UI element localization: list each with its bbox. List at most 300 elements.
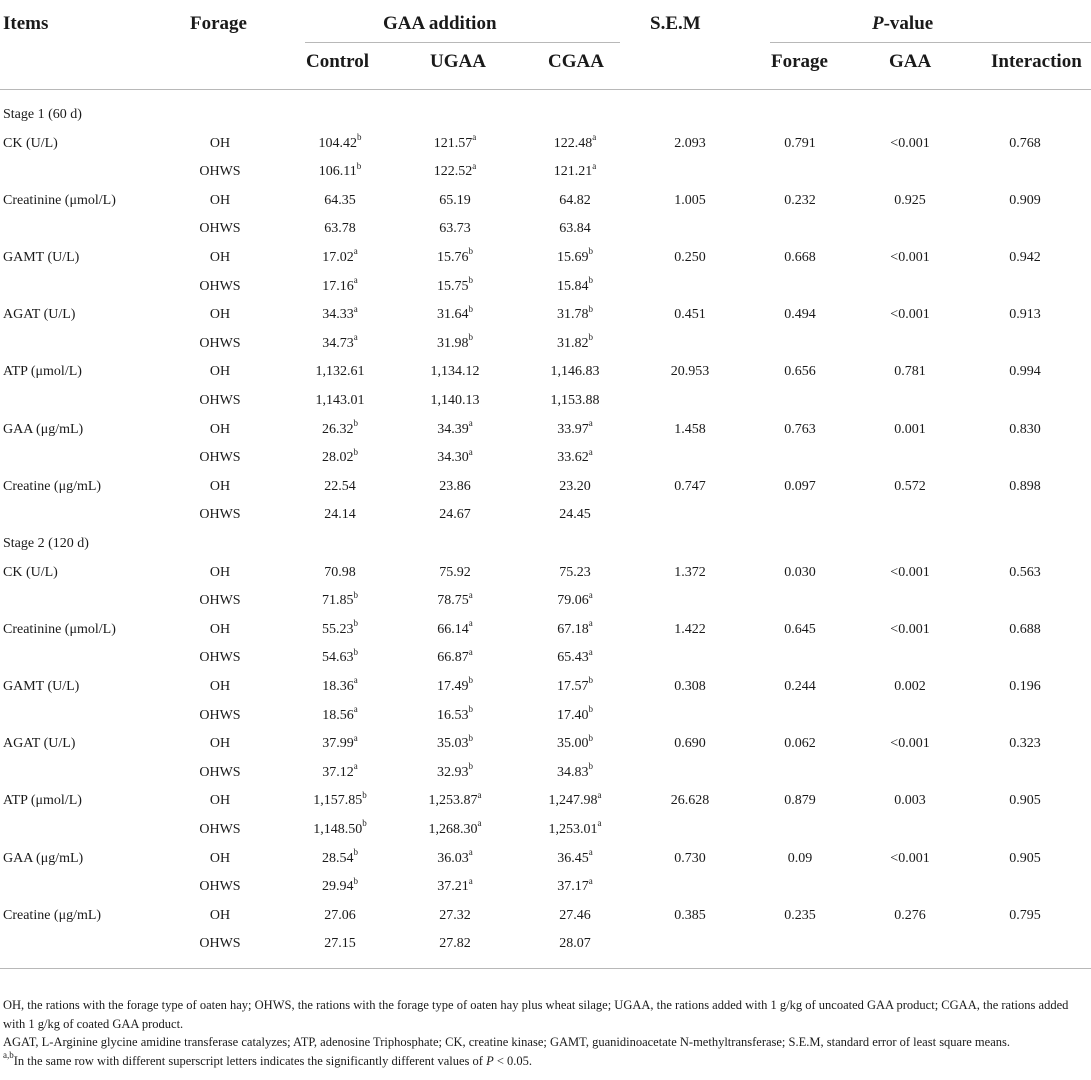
cell-p-interaction-value: 0.905 bbox=[1009, 850, 1041, 866]
cell-item bbox=[3, 479, 203, 495]
cell-sem-value: 0.747 bbox=[674, 478, 706, 494]
significance-letter: a bbox=[588, 417, 593, 428]
cell-p-forage-value: 0.235 bbox=[784, 907, 816, 923]
cell-forage bbox=[185, 936, 255, 952]
cell-control-value: 1,157.85 bbox=[313, 793, 363, 809]
cell-forage-value: OH bbox=[209, 621, 231, 637]
footnote-abbrev-1: OH, the rations with the forage type of oaten hay; OHWS, the rations with the forage type of oaten hay plus wheat silage; UGAA, the rations added with 1 g/kg of uncoated GAA product; CGAA, the rations added with 1 g/kg of coated GAA product. bbox=[3, 998, 1069, 1031]
cell-ugaa-value: 37.21 bbox=[437, 879, 469, 895]
significance-letter: a bbox=[588, 589, 593, 600]
cell-forage bbox=[185, 736, 255, 752]
header-p-forage: Forage bbox=[771, 51, 828, 72]
cell-cgaa-value: 23.20 bbox=[559, 478, 591, 494]
cell-p-gaa bbox=[870, 422, 950, 438]
p-value-rule bbox=[770, 42, 1091, 43]
cell-p-interaction bbox=[985, 908, 1065, 924]
cell-sem bbox=[650, 422, 730, 438]
cell-p-interaction-value: 0.913 bbox=[1009, 307, 1041, 323]
header-sem: S.E.M bbox=[650, 13, 701, 34]
significance-letter: a bbox=[592, 131, 597, 142]
cell-item-value: ATP (μmol/L) bbox=[3, 364, 82, 380]
cell-control-value: 1,132.61 bbox=[315, 364, 365, 380]
cell-p-interaction bbox=[985, 793, 1065, 809]
cell-ugaa bbox=[410, 193, 500, 209]
cell-cgaa bbox=[530, 818, 620, 838]
cell-p-gaa bbox=[870, 679, 950, 695]
cell-control-value: 1,143.01 bbox=[315, 393, 365, 408]
table-row bbox=[0, 246, 1091, 278]
cell-forage-value: OH bbox=[209, 364, 231, 380]
cell-control bbox=[295, 364, 385, 380]
cell-sem bbox=[650, 193, 730, 209]
header-p-interaction: Interaction bbox=[991, 51, 1082, 72]
table-row bbox=[0, 818, 1091, 850]
cell-forage-value: OH bbox=[209, 736, 231, 752]
cell-p-interaction-value: 0.942 bbox=[1009, 250, 1041, 265]
cell-forage-value: OH bbox=[209, 250, 231, 265]
cell-cgaa-value: 79.06 bbox=[557, 593, 589, 609]
table-row bbox=[0, 417, 1091, 450]
cell-forage-value: OHWS bbox=[199, 450, 241, 466]
cell-sem-value: 1.422 bbox=[674, 621, 706, 637]
cell-p-forage-value: 0.763 bbox=[784, 421, 816, 437]
cell-cgaa-value: 63.84 bbox=[559, 221, 591, 237]
cell-p-forage bbox=[760, 136, 840, 152]
cell-sem-value: 0.308 bbox=[674, 679, 706, 694]
cell-item-value: CK (U/L) bbox=[3, 564, 58, 580]
significance-letter: b bbox=[588, 732, 593, 743]
cell-forage-value: OH bbox=[209, 850, 231, 866]
cell-cgaa bbox=[530, 507, 620, 523]
cell-item bbox=[3, 136, 203, 152]
cell-p-forage bbox=[760, 565, 840, 581]
cell-p-interaction-value: 0.830 bbox=[1009, 421, 1041, 437]
cell-item-value: ATP (μmol/L) bbox=[3, 793, 82, 809]
table-row bbox=[0, 732, 1091, 764]
cell-ugaa bbox=[410, 618, 500, 638]
cell-p-gaa-value: 0.003 bbox=[894, 793, 926, 809]
cell-ugaa-value: 66.14 bbox=[437, 621, 469, 637]
cell-p-interaction-value: 0.688 bbox=[1009, 621, 1041, 637]
cell-forage-value: OHWS bbox=[199, 221, 241, 237]
cell-cgaa-value: 33.62 bbox=[557, 450, 589, 466]
cell-forage-value: OHWS bbox=[199, 707, 241, 723]
cell-sem-value: 1.005 bbox=[674, 192, 706, 208]
stage-row bbox=[0, 107, 1091, 135]
cell-ugaa-value: 27.32 bbox=[439, 907, 471, 923]
cell-forage bbox=[185, 221, 255, 237]
cell-sem bbox=[650, 479, 730, 495]
cell-cgaa bbox=[530, 846, 620, 867]
cell-forage bbox=[185, 679, 255, 695]
cell-sem bbox=[650, 565, 730, 581]
cell-cgaa bbox=[530, 646, 620, 666]
cell-ugaa bbox=[410, 589, 500, 609]
cell-ugaa-value: 66.87 bbox=[437, 650, 469, 666]
significance-letter: a bbox=[468, 846, 473, 857]
cell-cgaa bbox=[530, 875, 620, 895]
cell-item-value: Creatinine (μmol/L) bbox=[3, 192, 116, 208]
significance-letter: a bbox=[597, 789, 602, 800]
cell-sem bbox=[650, 622, 730, 638]
stage-label: Stage 2 (120 d) bbox=[3, 536, 89, 551]
cell-p-interaction-value: 0.768 bbox=[1009, 135, 1041, 151]
cell-p-interaction-value: 0.196 bbox=[1009, 679, 1041, 694]
significance-letter: b bbox=[353, 446, 358, 457]
significance-letter: b bbox=[353, 618, 358, 629]
significance-letter: a bbox=[472, 160, 477, 171]
significance-letter: b bbox=[353, 417, 358, 428]
cell-item bbox=[3, 679, 203, 695]
cell-item-value: GAA (μg/mL) bbox=[3, 421, 84, 437]
cell-cgaa-value: 15.84 bbox=[557, 278, 589, 294]
significance-letter: a bbox=[468, 589, 473, 600]
cell-forage bbox=[185, 250, 255, 266]
cell-ugaa-value: 63.73 bbox=[439, 221, 471, 237]
cell-p-interaction bbox=[985, 307, 1065, 323]
significance-letter: a bbox=[353, 332, 358, 343]
header-items: Items bbox=[3, 13, 49, 34]
cell-cgaa-value: 17.40 bbox=[557, 707, 589, 723]
cell-sem-value: 1.372 bbox=[674, 564, 706, 580]
footnote-significance bbox=[3, 1052, 1089, 1071]
cell-control bbox=[295, 507, 385, 523]
cell-p-gaa bbox=[870, 479, 950, 495]
cell-cgaa bbox=[530, 589, 620, 609]
cell-item-value: AGAT (U/L) bbox=[3, 736, 76, 752]
cell-ugaa-value: 122.52 bbox=[433, 164, 473, 180]
cell-control bbox=[295, 160, 385, 180]
cell-cgaa bbox=[530, 936, 620, 952]
cell-p-gaa-value: 0.002 bbox=[894, 679, 926, 694]
table-row bbox=[0, 160, 1091, 192]
table-row bbox=[0, 936, 1091, 964]
cell-p-interaction-value: 0.994 bbox=[1009, 364, 1041, 380]
cell-p-forage-value: 0.244 bbox=[784, 679, 816, 694]
cell-ugaa-value: 34.30 bbox=[437, 450, 469, 466]
cell-p-forage-value: 0.062 bbox=[784, 736, 816, 752]
cell-forage bbox=[185, 650, 255, 666]
cell-ugaa bbox=[410, 646, 500, 666]
cell-control bbox=[295, 936, 385, 952]
cell-cgaa-value: 35.00 bbox=[557, 736, 589, 752]
cell-cgaa bbox=[530, 565, 620, 581]
cell-control bbox=[295, 618, 385, 638]
significance-letter: b bbox=[468, 332, 473, 343]
cell-forage-value: OHWS bbox=[199, 879, 241, 895]
cell-sem bbox=[650, 679, 730, 695]
cell-sem-value: 0.250 bbox=[674, 250, 706, 265]
cell-control-value: 34.33 bbox=[322, 307, 354, 323]
cell-control-value: 55.23 bbox=[322, 621, 354, 637]
cell-p-gaa bbox=[870, 193, 950, 209]
significance-letter: a bbox=[477, 789, 482, 800]
cell-ugaa bbox=[410, 818, 500, 838]
footnote-abbrev-2: AGAT, L-Arginine glycine amidine transferase catalyzes; ATP, adenosine Triphosphate; CK, creatine kinase; GAMT, guanidinoacetate N-methyltransferase; S.E.M, standard error of least square means. bbox=[3, 1035, 1010, 1049]
significance-letter: b bbox=[468, 246, 473, 257]
cell-forage bbox=[185, 593, 255, 609]
cell-cgaa bbox=[530, 761, 620, 781]
cell-sem-value: 1.458 bbox=[674, 421, 706, 437]
cell-p-forage bbox=[760, 793, 840, 809]
significance-letter: b bbox=[588, 246, 593, 257]
cell-p-interaction bbox=[985, 364, 1065, 380]
cell-cgaa-value: 37.17 bbox=[557, 879, 589, 895]
cell-ugaa bbox=[410, 875, 500, 895]
cell-p-forage bbox=[760, 250, 840, 266]
cell-p-gaa-value: 0.001 bbox=[894, 421, 926, 437]
cell-sem bbox=[650, 364, 730, 380]
cell-forage-value: OH bbox=[209, 307, 231, 323]
cell-p-forage-value: 0.879 bbox=[784, 793, 816, 809]
cell-ugaa-value: 121.57 bbox=[433, 135, 473, 151]
cell-cgaa bbox=[530, 221, 620, 237]
footnote-sig-tail: < 0.05. bbox=[493, 1053, 533, 1068]
cell-p-gaa bbox=[870, 851, 950, 867]
cell-control-value: 37.99 bbox=[322, 736, 354, 752]
cell-ugaa-value: 15.75 bbox=[437, 278, 469, 294]
cell-control bbox=[295, 646, 385, 666]
cell-item bbox=[3, 364, 203, 380]
cell-control bbox=[295, 446, 385, 466]
cell-cgaa bbox=[530, 274, 620, 295]
cell-ugaa bbox=[410, 479, 500, 495]
cell-forage-value: OHWS bbox=[199, 278, 241, 294]
cell-ugaa-value: 17.49 bbox=[437, 679, 469, 694]
cell-p-interaction bbox=[985, 479, 1065, 495]
cell-cgaa bbox=[530, 703, 620, 724]
significance-letter: a bbox=[468, 417, 473, 428]
significance-letter: b bbox=[362, 818, 367, 829]
cell-p-interaction bbox=[985, 250, 1065, 266]
cell-p-gaa-value: 0.572 bbox=[894, 478, 926, 494]
cell-item bbox=[3, 422, 203, 438]
cell-forage bbox=[185, 908, 255, 924]
cell-ugaa bbox=[410, 160, 500, 180]
cell-sem-value: 20.953 bbox=[670, 364, 710, 380]
cell-p-gaa-value: <0.001 bbox=[890, 850, 930, 866]
cell-p-gaa bbox=[870, 565, 950, 581]
cell-ugaa-value: 31.98 bbox=[437, 335, 469, 351]
cell-p-forage-value: 0.656 bbox=[784, 364, 816, 380]
significance-letter: a bbox=[588, 618, 593, 629]
cell-forage-value: OH bbox=[209, 478, 231, 494]
cell-ugaa bbox=[410, 703, 500, 724]
cell-ugaa bbox=[410, 221, 500, 237]
cell-control-value: 18.36 bbox=[322, 679, 354, 694]
cell-control bbox=[295, 479, 385, 495]
significance-letter: b bbox=[468, 761, 473, 772]
header-ugaa: UGAA bbox=[430, 51, 486, 72]
cell-sem bbox=[650, 307, 730, 323]
table-row bbox=[0, 193, 1091, 221]
cell-ugaa bbox=[410, 565, 500, 581]
cell-control bbox=[295, 193, 385, 209]
table-row bbox=[0, 131, 1091, 164]
cell-ugaa bbox=[410, 303, 500, 323]
cell-control-value: 70.98 bbox=[324, 564, 356, 580]
cell-cgaa-value: 1,253.01 bbox=[548, 822, 598, 837]
cell-control-value: 18.56 bbox=[322, 707, 354, 723]
cell-control bbox=[295, 789, 385, 809]
cell-control-value: 17.02 bbox=[322, 250, 354, 265]
cell-p-gaa-value: <0.001 bbox=[890, 250, 930, 265]
cell-ugaa-value: 31.64 bbox=[437, 307, 469, 323]
cell-item bbox=[3, 565, 203, 581]
cell-forage-value: OH bbox=[209, 421, 231, 437]
cell-ugaa-value: 24.67 bbox=[439, 507, 471, 523]
cell-forage bbox=[185, 307, 255, 323]
significance-letter: a bbox=[597, 818, 602, 829]
cell-control-value: 34.73 bbox=[322, 335, 354, 351]
table-row bbox=[0, 446, 1091, 478]
cell-forage-value: OHWS bbox=[199, 650, 241, 666]
cell-cgaa-value: 64.82 bbox=[559, 192, 591, 208]
cell-cgaa-value: 31.78 bbox=[557, 307, 589, 323]
cell-p-gaa bbox=[870, 908, 950, 924]
significance-letter: a bbox=[353, 675, 358, 686]
cell-p-gaa bbox=[870, 736, 950, 752]
cell-cgaa bbox=[530, 193, 620, 209]
cell-control bbox=[295, 274, 385, 295]
cell-item-value: Creatinine (μmol/L) bbox=[3, 621, 116, 637]
table-row bbox=[0, 618, 1091, 650]
cell-cgaa bbox=[530, 303, 620, 323]
cell-cgaa-value: 1,247.98 bbox=[548, 793, 598, 809]
cell-ugaa-value: 36.03 bbox=[437, 850, 469, 866]
table-row bbox=[0, 703, 1091, 736]
significance-letter: b bbox=[588, 332, 593, 343]
cell-control-value: 28.02 bbox=[322, 450, 354, 466]
cell-p-gaa-value: <0.001 bbox=[890, 307, 930, 323]
table-row bbox=[0, 846, 1091, 879]
cell-forage bbox=[185, 279, 255, 295]
cell-p-forage-value: 0.09 bbox=[787, 850, 813, 866]
cell-forage bbox=[185, 164, 255, 180]
cell-control bbox=[295, 221, 385, 237]
cell-control-value: 27.15 bbox=[324, 936, 356, 952]
cell-ugaa-value: 1,253.87 bbox=[428, 793, 478, 809]
cell-p-forage-value: 0.494 bbox=[784, 307, 816, 323]
cell-forage bbox=[185, 793, 255, 809]
stage-row bbox=[0, 536, 1091, 564]
cell-cgaa bbox=[530, 908, 620, 924]
cell-item-value: GAMT (U/L) bbox=[3, 250, 80, 265]
cell-forage-value: OHWS bbox=[199, 936, 241, 952]
cell-sem bbox=[650, 250, 730, 266]
significance-letter: a bbox=[588, 875, 593, 886]
cell-p-forage-value: 0.030 bbox=[784, 564, 816, 580]
cell-p-interaction bbox=[985, 851, 1065, 867]
cell-p-interaction-value: 0.909 bbox=[1009, 192, 1041, 208]
cell-forage-value: OH bbox=[209, 192, 231, 208]
cell-p-forage bbox=[760, 193, 840, 209]
significance-letter: b bbox=[468, 303, 473, 314]
table-row bbox=[0, 565, 1091, 593]
cell-control-value: 27.06 bbox=[324, 907, 356, 923]
header-control: Control bbox=[306, 51, 369, 72]
table-row bbox=[0, 908, 1091, 936]
stage-label: Stage 1 (60 d) bbox=[3, 107, 82, 122]
cell-control-value: 106.11 bbox=[318, 164, 357, 180]
significance-letter: a bbox=[353, 246, 358, 257]
cell-p-gaa-value: 0.781 bbox=[894, 364, 926, 380]
significance-letter: a bbox=[477, 818, 482, 829]
cell-p-forage-value: 0.791 bbox=[784, 135, 816, 151]
cell-control bbox=[295, 393, 385, 409]
cell-control-value: 63.78 bbox=[324, 221, 356, 237]
significance-letter: b bbox=[588, 274, 593, 285]
cell-p-forage bbox=[760, 622, 840, 638]
cell-cgaa bbox=[530, 618, 620, 638]
significance-letter: a bbox=[353, 303, 358, 314]
header-forage: Forage bbox=[190, 13, 247, 34]
cell-p-gaa-value: <0.001 bbox=[890, 621, 930, 637]
cell-ugaa bbox=[410, 274, 500, 295]
cell-cgaa-value: 1,146.83 bbox=[550, 364, 600, 380]
cell-ugaa bbox=[410, 732, 500, 752]
significance-letter: a bbox=[592, 160, 597, 171]
significance-letter: a bbox=[468, 646, 473, 657]
cell-forage-value: OHWS bbox=[199, 764, 241, 780]
cell-p-interaction bbox=[985, 136, 1065, 152]
cell-p-forage bbox=[760, 307, 840, 323]
cell-ugaa-value: 35.03 bbox=[437, 736, 469, 752]
cell-p-forage bbox=[760, 908, 840, 924]
cell-p-gaa bbox=[870, 136, 950, 152]
cell-p-forage bbox=[760, 851, 840, 867]
significance-letter: b bbox=[353, 875, 358, 886]
cell-cgaa-value: 121.21 bbox=[553, 164, 593, 180]
cell-control bbox=[295, 908, 385, 924]
cell-cgaa-value: 122.48 bbox=[553, 135, 593, 151]
cell-ugaa bbox=[410, 908, 500, 924]
significance-letter: a bbox=[353, 703, 358, 714]
cell-p-interaction-value: 0.905 bbox=[1009, 793, 1041, 809]
cell-ugaa-value: 16.53 bbox=[437, 707, 469, 723]
cell-item bbox=[3, 851, 203, 867]
cell-ugaa-value: 27.82 bbox=[439, 936, 471, 952]
cell-p-interaction-value: 0.795 bbox=[1009, 907, 1041, 923]
table-row bbox=[0, 761, 1091, 793]
cell-forage bbox=[185, 851, 255, 867]
significance-letter: b bbox=[362, 789, 367, 800]
cell-cgaa-value: 75.23 bbox=[559, 564, 591, 580]
cell-forage bbox=[185, 479, 255, 495]
cell-ugaa-value: 78.75 bbox=[437, 593, 469, 609]
cell-control-value: 64.35 bbox=[324, 192, 356, 208]
cell-sem bbox=[650, 851, 730, 867]
cell-p-forage bbox=[760, 479, 840, 495]
cell-forage bbox=[185, 336, 255, 352]
cell-forage bbox=[185, 450, 255, 466]
cell-forage bbox=[185, 622, 255, 638]
footnote-p: P bbox=[486, 1053, 494, 1068]
cell-item-value: GAA (μg/mL) bbox=[3, 850, 84, 866]
cell-forage bbox=[185, 765, 255, 781]
significance-letter: b bbox=[353, 589, 358, 600]
cell-cgaa-value: 27.46 bbox=[559, 907, 591, 923]
cell-ugaa bbox=[410, 446, 500, 466]
cell-ugaa bbox=[410, 417, 500, 438]
cell-item bbox=[3, 250, 203, 266]
header-p-italic: P bbox=[872, 13, 884, 34]
cell-item-value: CK (U/L) bbox=[3, 135, 58, 151]
table-row bbox=[0, 875, 1091, 907]
cell-p-forage-value: 0.668 bbox=[784, 250, 816, 265]
cell-item bbox=[3, 736, 203, 752]
table-row bbox=[0, 332, 1091, 364]
